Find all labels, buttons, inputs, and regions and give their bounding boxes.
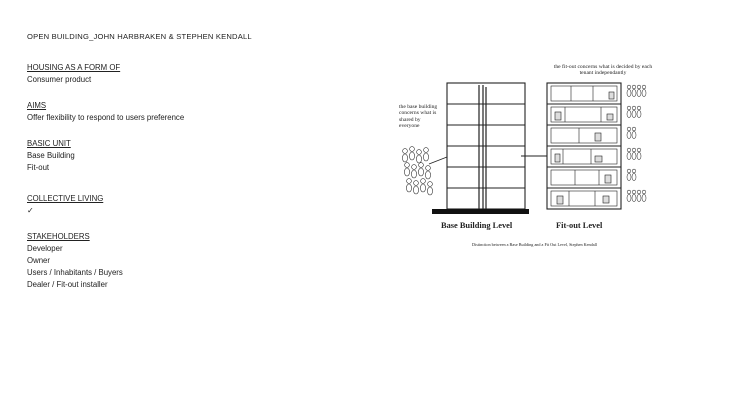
section-line: Users / Inhabitants / Buyers — [27, 268, 123, 277]
ground-slab — [432, 209, 529, 214]
page-title: OPEN BUILDING_JOHN HARBRAKEN & STEPHEN KENDALL — [27, 32, 252, 41]
check-mark: ✓ — [27, 206, 34, 215]
section-stakeholders — [27, 231, 123, 291]
base-building-note: the base building concerns what is shared by everyone — [399, 104, 438, 130]
figure-caption: Distinction between a Base Building and a Fit Out Level, Stephen Kendall — [472, 242, 597, 247]
fit-out-note: the fit-out concerns what is decided by each tenant independantly — [553, 64, 653, 77]
crowd-right-icon — [627, 85, 646, 201]
crowd-left-icon — [402, 147, 432, 195]
section-collective-living — [27, 193, 103, 217]
section-heading: COLLECTIVE LIVING — [27, 194, 104, 203]
section-heading: AIMS — [27, 101, 47, 110]
section-line: Base Building — [27, 151, 75, 160]
section-heading: STAKEHOLDERS — [27, 232, 90, 241]
section-heading: HOUSING AS A FORM OF — [27, 63, 121, 72]
base-building-figure — [395, 55, 675, 255]
section-aims — [27, 100, 184, 124]
section-line: Fit-out — [27, 163, 50, 172]
section-line: Consumer product — [27, 75, 92, 84]
section-heading: BASIC UNIT — [27, 139, 71, 148]
section-basic-unit — [27, 138, 75, 174]
section-housing — [27, 62, 120, 86]
base-building-label: Base Building Level — [441, 221, 513, 230]
section-line: Offer flexibility to respond to users preference — [27, 113, 185, 122]
section-line: Developer — [27, 244, 63, 253]
section-line: Dealer / Fit-out installer — [27, 280, 108, 289]
building-diagram — [395, 55, 675, 255]
section-line: Owner — [27, 256, 50, 265]
fit-out-label: Fit-out Level — [556, 221, 603, 230]
